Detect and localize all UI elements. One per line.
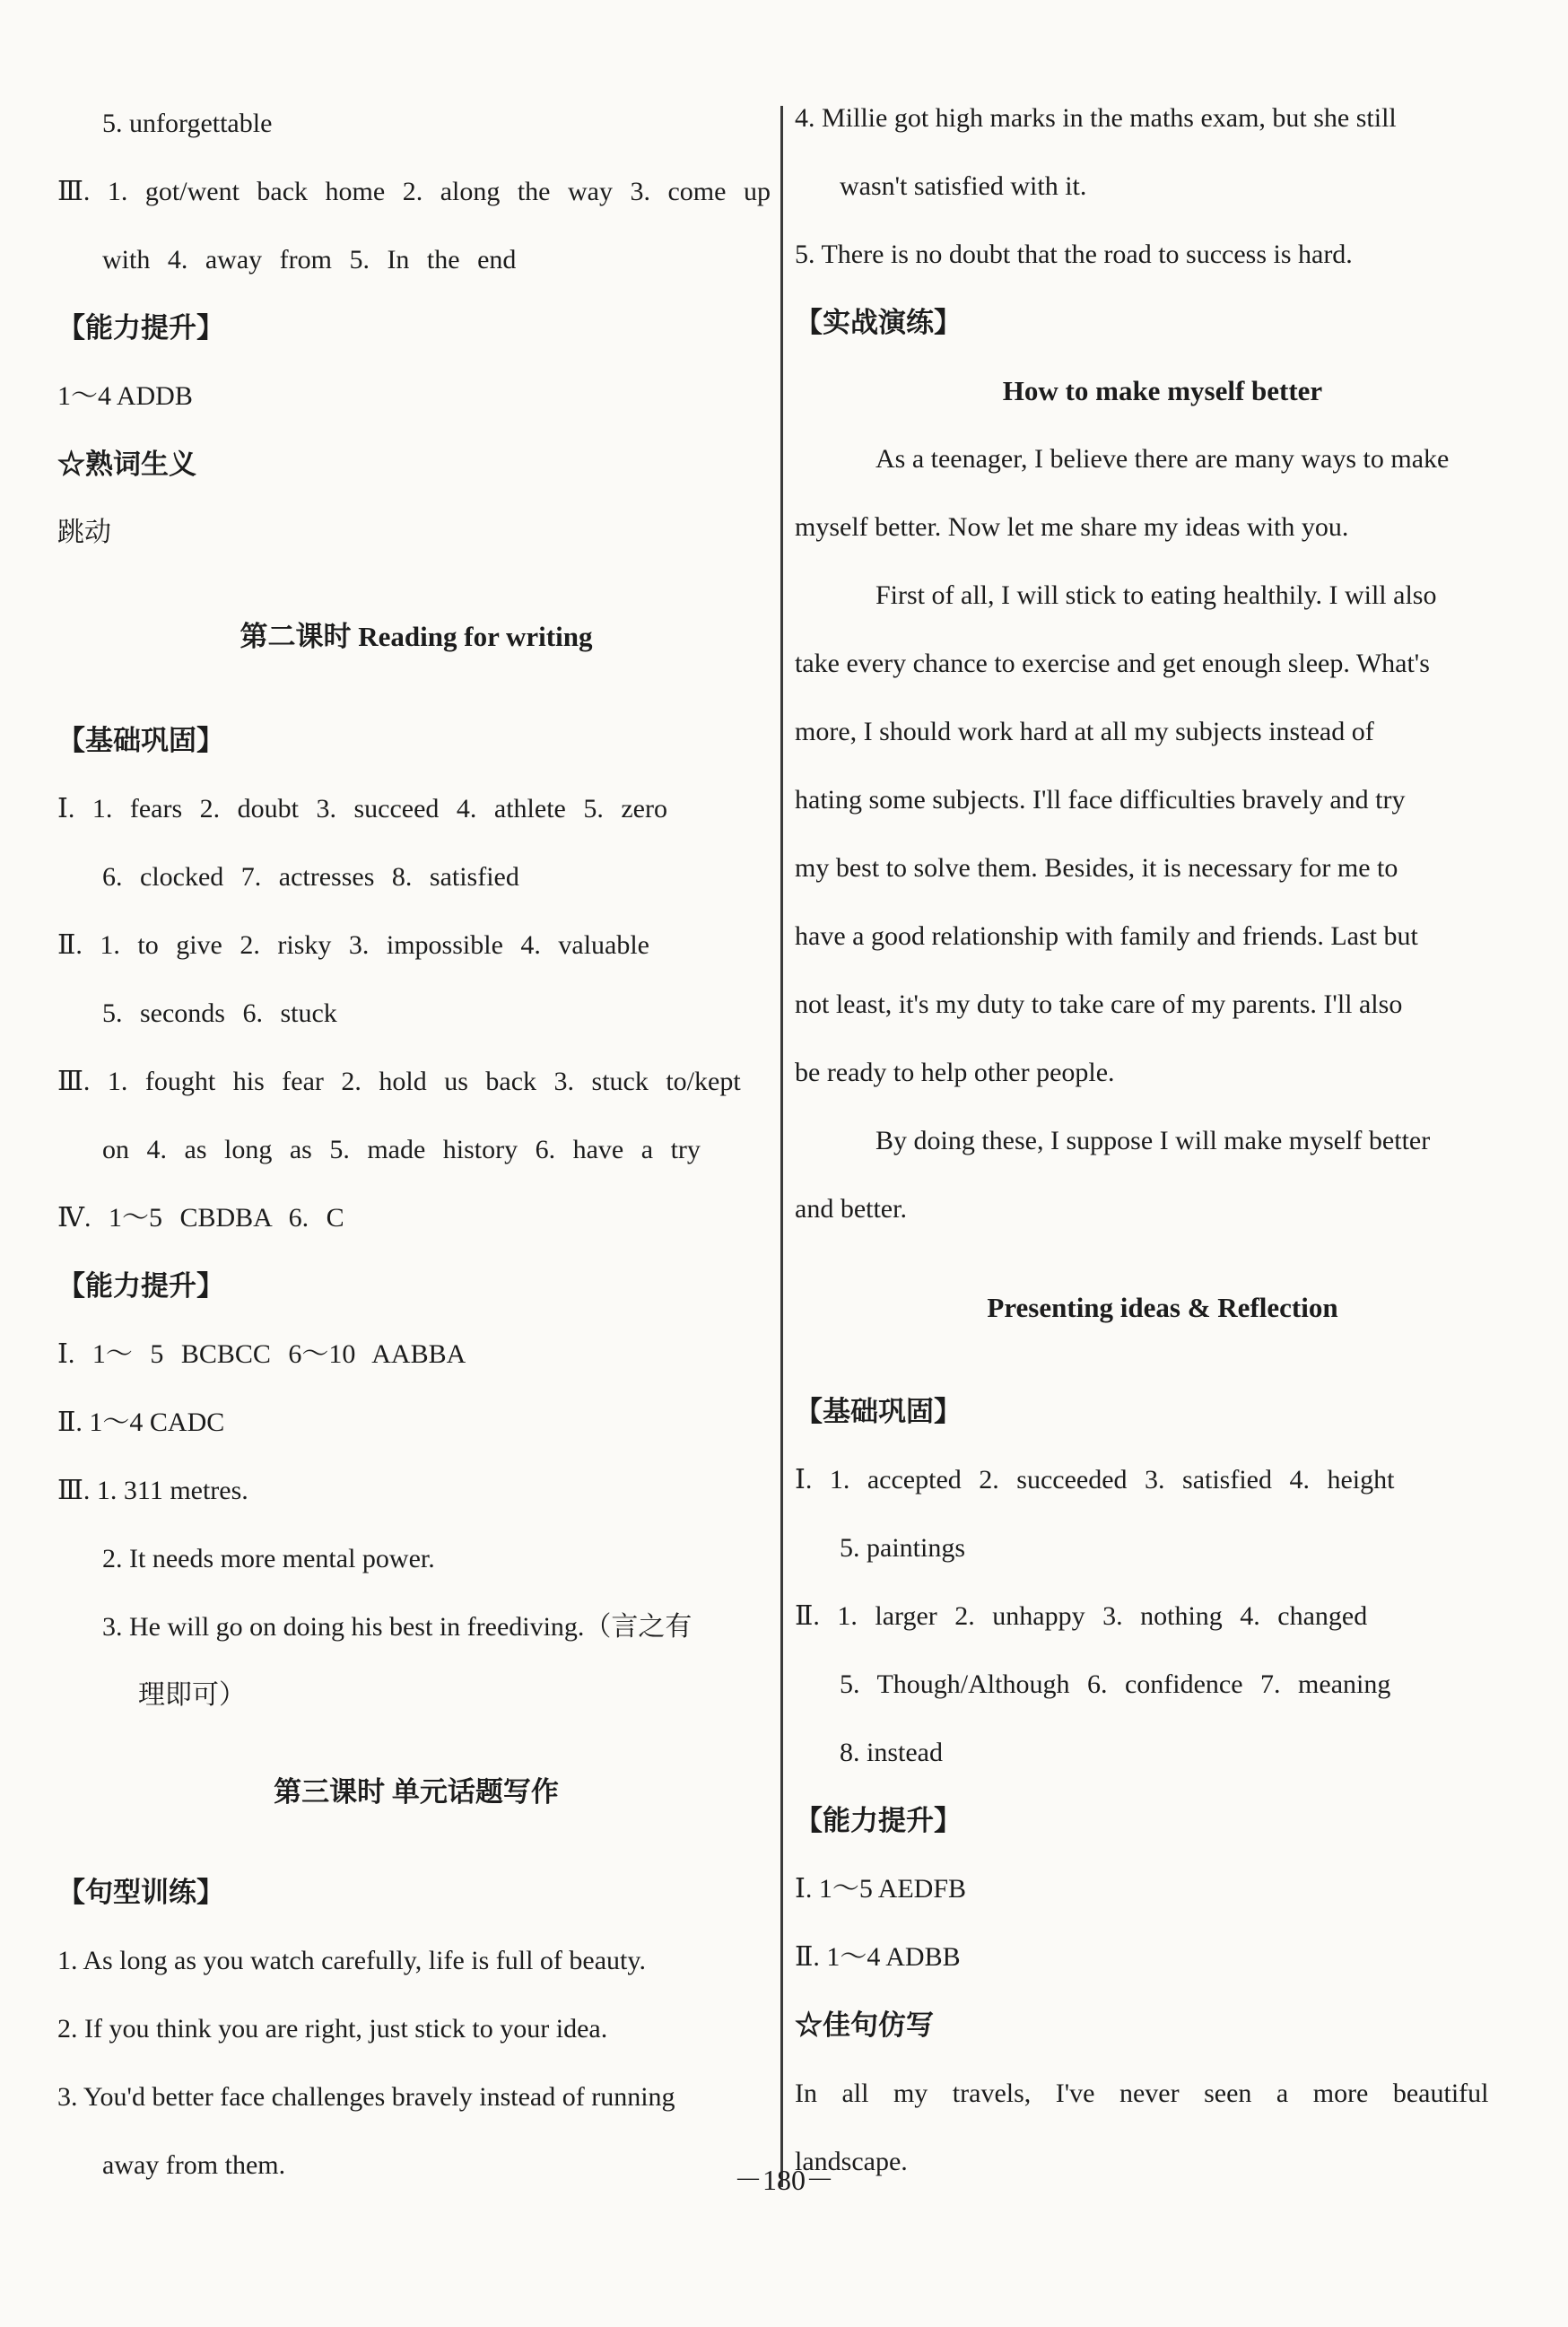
answer-line: 跳动: [57, 518, 111, 547]
answer-line: Ⅲ. 1. got/went back home 2. along the way 3. come up: [57, 177, 771, 206]
answer-line: with 4. away from 5. In the end: [102, 245, 517, 275]
answer-line: 理即可）: [138, 1680, 246, 1710]
answer-line: In all my travels, I've never seen a more beautiful: [795, 2079, 1489, 2108]
answer-line: Ⅲ. 1. 311 metres.: [57, 1476, 248, 1505]
answer-line: Ⅰ. 1. accepted 2. succeeded 3. satisfied 4. height: [795, 1465, 1395, 1495]
answer-line: 5. unforgettable: [102, 109, 273, 138]
answer-line: Ⅰ. 1. fears 2. doubt 3. succeed 4. athlete 5. zero: [57, 794, 667, 824]
answer-line: 2. It needs more mental power.: [102, 1544, 435, 1573]
page-number: －180－: [733, 2164, 834, 2196]
answer-line: landscape.: [795, 2147, 908, 2176]
answer-line: Ⅱ. 1. larger 2. unhappy 3. nothing 4. changed: [795, 1601, 1368, 1631]
answer-line: Ⅱ. 1～4 CADC: [57, 1408, 225, 1437]
essay-line: have a good relationship with family and friends. Last but: [795, 921, 1418, 951]
answer-line: 4. Millie got high marks in the maths exam, but she still: [795, 103, 1397, 133]
answer-line: Ⅲ. 1. fought his fear 2. hold us back 3. stuck to/kept: [57, 1067, 741, 1096]
answer-line: 5. Though/Although 6. confidence 7. meaning: [840, 1669, 1391, 1699]
answer-line: Ⅰ. 1～5 AEDFB: [795, 1874, 967, 1904]
section-heading: 【句型训练】: [57, 1877, 224, 1908]
essay-line: hating some subjects. I'll face difficulties bravely and try: [795, 785, 1406, 815]
section-heading: 【能力提升】: [57, 1270, 224, 1302]
section-heading: 【能力提升】: [795, 1805, 962, 1836]
section-heading: ☆熟词生义: [57, 449, 196, 480]
essay-line: take every chance to exercise and get enough sleep. What's: [795, 649, 1430, 678]
answer-line: 6. clocked 7. actresses 8. satisfied: [102, 862, 519, 892]
answer-line: Ⅳ. 1～5 CBDBA 6. C: [57, 1203, 344, 1233]
answer-line: 1～4 ADDB: [57, 381, 193, 411]
essay-line: not least, it's my duty to take care of my parents. I'll also: [795, 989, 1403, 1019]
essay-line: myself better. Now let me share my ideas with you.: [795, 512, 1349, 542]
answer-line: 5. There is no doubt that the road to success is hard.: [795, 240, 1353, 269]
answer-line: Ⅱ. 1～4 ADBB: [795, 1942, 961, 1972]
essay-line: and better.: [795, 1194, 907, 1224]
answer-line: 1. As long as you watch carefully, life is full of beauty.: [57, 1946, 646, 1975]
answer-line: away from them.: [102, 2150, 286, 2180]
essay-title: How to make myself better: [1002, 375, 1323, 406]
essay-line: First of all, I will stick to eating healthily. I will also: [875, 580, 1437, 610]
answer-line: 2. If you think you are right, just stick to your idea.: [57, 2014, 608, 2044]
essay-line: more, I should work hard at all my subjects instead of: [795, 717, 1374, 746]
section-heading: 【基础巩固】: [57, 725, 224, 756]
answer-line: 3. You'd better face challenges bravely instead of running: [57, 2082, 675, 2112]
section-heading: ☆佳句仿写: [795, 2009, 934, 2041]
answer-line: wasn't satisfied with it.: [840, 171, 1087, 201]
essay-line: my best to solve them. Besides, it is necessary for me to: [795, 853, 1398, 883]
section-heading: 【能力提升】: [57, 312, 224, 344]
essay-line: As a teenager, I believe there are many ways to make: [875, 444, 1450, 474]
answer-line: 5. paintings: [840, 1533, 965, 1563]
essay-line: be ready to help other people.: [795, 1058, 1115, 1087]
answer-line: 8. instead: [840, 1738, 943, 1767]
answer-line: 5. seconds 6. stuck: [102, 998, 337, 1028]
answer-line: Ⅰ. 1～ 5 BCBCC 6～10 AABBA: [57, 1339, 466, 1369]
section-heading: 【实战演练】: [795, 307, 962, 338]
lesson-title: Presenting ideas & Reflection: [987, 1292, 1338, 1323]
answer-line: Ⅱ. 1. to give 2. risky 3. impossible 4. valuable: [57, 930, 649, 960]
section-heading: 【基础巩固】: [795, 1396, 962, 1427]
lesson-title: 第三课时 单元话题写作: [274, 1776, 559, 1808]
essay-line: By doing these, I suppose I will make myself better: [875, 1126, 1431, 1155]
answer-line: 3. He will go on doing his best in freediving.（言之有: [102, 1612, 693, 1642]
lesson-title: 第二课时 Reading for writing: [240, 621, 593, 652]
column-divider: [780, 106, 783, 2187]
answer-line: on 4. as long as 5. made history 6. have a try: [102, 1135, 701, 1164]
